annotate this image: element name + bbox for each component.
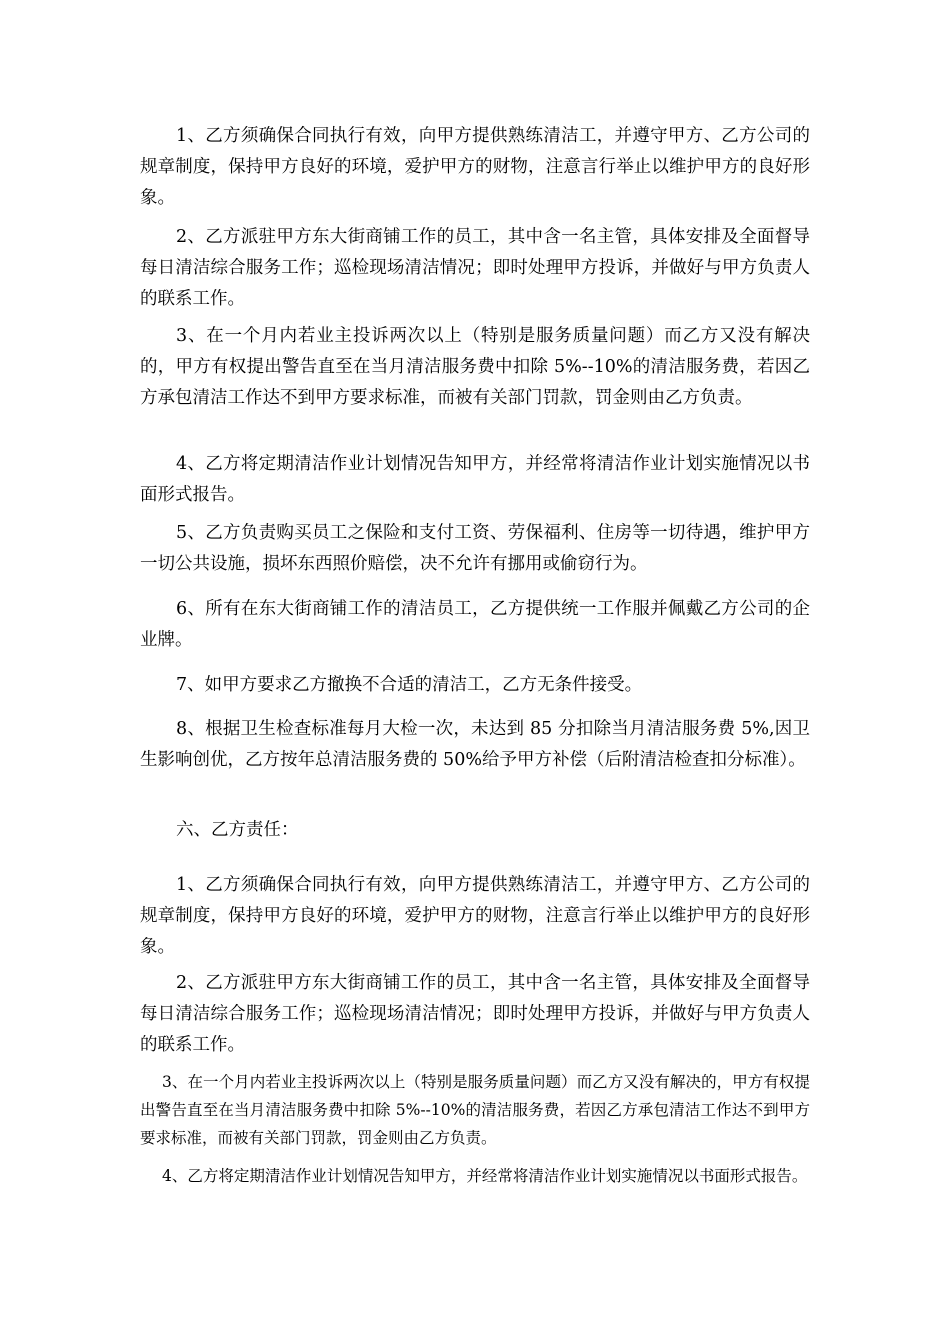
clause-3-paragraph: 3、在一个月内若业主投诉两次以上（特别是服务质量问题）而乙方又没有解决的，甲方有权提出警告直至在当月清洁服务费中扣除 5%--10%的清洁服务费，若因乙方承包清洁工作达不到甲方要求标准，而被有关部门罚款，罚金则由乙方负责。: [140, 326, 810, 408]
clause-6-paragraph: 6、所有在东大街商铺工作的清洁员工，乙方提供统一工作服并佩戴乙方公司的企业牌。: [140, 599, 810, 650]
section-heading: 六、乙方责任：: [176, 820, 299, 840]
clause-2-paragraph: 2、乙方派驻甲方东大街商铺工作的员工，其中含一名主管，具体安排及全面督导每日清洁综合服务工作；巡检现场清洁情况；即时处理甲方投诉，并做好与甲方负责人的联系工作。: [140, 227, 810, 309]
section-clause-3-paragraph: 3、在一个月内若业主投诉两次以上（特别是服务质量问题）而乙方又没有解决的，甲方有权提出警告直至在当月清洁服务费中扣除 5%--10%的清洁服务费，若因乙方承包清洁工作达不到甲方要求标准，而被有关部门罚款，罚金则由乙方负责。: [140, 1073, 810, 1147]
clause-7-paragraph: 7、如甲方要求乙方撤换不合适的清洁工，乙方无条件接受。: [176, 675, 643, 695]
clause-8-paragraph: 8、根据卫生检查标准每月大检一次，未达到 85 分扣除当月清洁服务费 5%,因卫生影响创优，乙方按年总清洁服务费的 50%给予甲方补偿（后附清洁检查扣分标准）。: [140, 719, 810, 770]
section-clause-4-paragraph: 4、乙方将定期清洁作业计划情况告知甲方，并经常将清洁作业计划实施情况以书面形式报告。: [162, 1167, 808, 1185]
section-clause-1-paragraph: 1、乙方须确保合同执行有效，向甲方提供熟练清洁工，并遵守甲方、乙方公司的规章制度，保持甲方良好的环境，爱护甲方的财物，注意言行举止以维护甲方的良好形象。: [140, 875, 810, 957]
clause-4-paragraph: 4、乙方将定期清洁作业计划情况告知甲方，并经常将清洁作业计划实施情况以书面形式报告。: [140, 454, 810, 505]
section-clause-2-paragraph: 2、乙方派驻甲方东大街商铺工作的员工，其中含一名主管，具体安排及全面督导每日清洁综合服务工作；巡检现场清洁情况；即时处理甲方投诉，并做好与甲方负责人的联系工作。: [140, 973, 810, 1055]
clause-1-paragraph: 1、乙方须确保合同执行有效，向甲方提供熟练清洁工，并遵守甲方、乙方公司的规章制度，保持甲方良好的环境，爱护甲方的财物，注意言行举止以维护甲方的良好形象。: [140, 126, 810, 208]
clause-5-paragraph: 5、乙方负责购买员工之保险和支付工资、劳保福利、住房等一切待遇，维护甲方一切公共设施，损坏东西照价赔偿，决不允许有挪用或偷窃行为。: [140, 523, 810, 574]
